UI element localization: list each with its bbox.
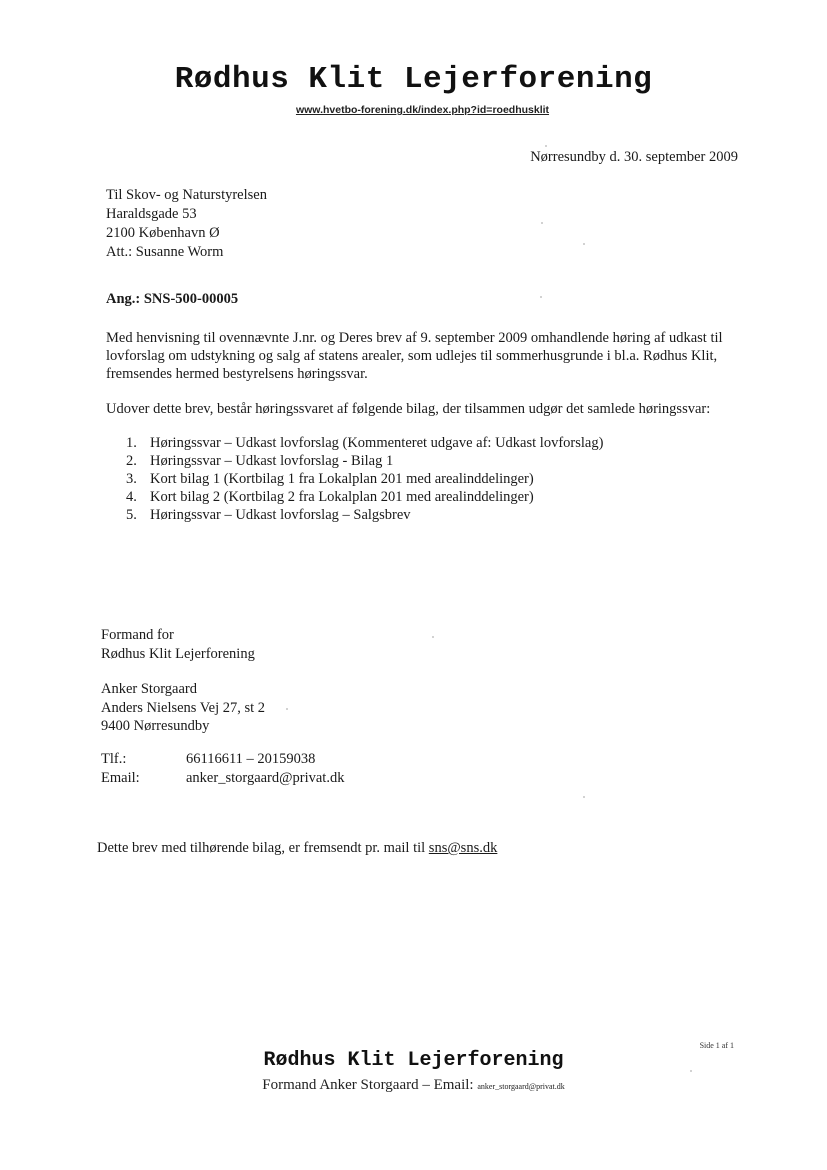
scan-speck <box>583 796 585 798</box>
recipient-address <box>106 186 267 262</box>
email-value[interactable]: anker_storgaard@privat.dk <box>186 769 345 786</box>
letterhead-link[interactable]: www.hvetbo-forening.dk/index.php?id=roedhusklit <box>295 104 550 116</box>
footer-title: Rødhus Klit Lejerforening <box>263 1049 564 1072</box>
attachment-list <box>126 434 603 524</box>
list-item-number: 5. <box>126 507 137 523</box>
signature-role-line: Rødhus Klit Lejerforening <box>101 645 255 662</box>
footer-email[interactable]: anker_storgaard@privat.dk <box>477 1082 565 1091</box>
signature-role-line: Formand for <box>101 627 174 643</box>
letter-date: Nørresundby d. 30. september 2009 <box>530 149 738 165</box>
list-item <box>126 434 603 452</box>
contact-details <box>101 750 344 787</box>
list-item-text: Høringssvar – Udkast lovforslag (Kommenteret udgave af: Udkast lovforslag) <box>150 435 604 451</box>
signature-street: Anders Nielsens Vej 27, st 2 <box>101 699 266 716</box>
signature-role <box>101 626 255 663</box>
signature-city: 9400 Nørresundby <box>101 718 210 734</box>
footer-contact <box>0 1077 827 1094</box>
list-item-text: Kort bilag 2 (Kortbilag 2 fra Lokalplan 201 med arealinddelinger) <box>150 489 534 505</box>
body-paragraph-attachments: Udover dette brev, består høringssvaret af følgende bilag, der tilsammen udgør det samlede høringssvar: <box>106 401 711 417</box>
phone-row <box>101 750 344 769</box>
email-row <box>101 769 344 788</box>
scan-speck <box>583 243 585 245</box>
list-item-text: Kort bilag 1 (Kortbilag 1 fra Lokalplan 201 med arealinddelinger) <box>150 471 534 487</box>
list-item <box>126 488 603 506</box>
scan-speck <box>540 296 542 298</box>
subject-line: Ang.: SNS-500-00005 <box>106 291 239 307</box>
recipient-line: Att.: Susanne Worm <box>106 244 224 260</box>
list-item-number: 1. <box>126 435 137 451</box>
recipient-line: Haraldsgade 53 <box>106 206 197 222</box>
scan-speck <box>541 222 543 224</box>
list-item-text: Høringssvar – Udkast lovforslag - Bilag 1 <box>150 453 394 469</box>
list-item <box>126 452 603 470</box>
recipient-line: 2100 København Ø <box>106 225 220 241</box>
list-item-number: 3. <box>126 471 137 487</box>
phone-label: Tlf.: <box>101 751 127 767</box>
scan-speck <box>545 145 547 147</box>
sent-note-mail-link[interactable]: sns@sns.dk <box>428 840 498 856</box>
page-number: Side 1 af 1 <box>699 1041 734 1050</box>
scan-speck <box>286 708 288 710</box>
signature-name: Anker Storgaard <box>101 681 197 697</box>
sent-note-text: Dette brev med tilhørende bilag, er fremsendt pr. mail til <box>97 840 426 856</box>
scan-speck <box>690 1070 692 1072</box>
list-item-text: Høringssvar – Udkast lovforslag – Salgsbrev <box>150 507 411 523</box>
email-label: Email: <box>101 769 140 786</box>
footer-contact-text: Formand Anker Storgaard – Email: <box>262 1077 474 1093</box>
signature-address <box>101 680 265 736</box>
list-item <box>126 470 603 488</box>
letterhead-title: Rødhus Klit Lejerforening <box>174 62 653 97</box>
list-item <box>126 506 603 524</box>
recipient-line: Til Skov- og Naturstyrelsen <box>106 187 267 203</box>
body-paragraph-intro: Med henvisning til ovennævnte J.nr. og Deres brev af 9. september 2009 omhandlende høring af udkast til lovforslag om udstykning og salg af statens arealer, som udlejes til sommerhusgrunde i bl.a. Rødhus Klit, fremsendes hermed bestyrelsens høringssvar. <box>106 330 723 382</box>
phone-value: 66116611 – 20159038 <box>186 751 316 767</box>
list-item-number: 4. <box>126 489 137 505</box>
sent-note <box>97 840 497 857</box>
scan-speck <box>432 636 434 638</box>
list-item-number: 2. <box>126 453 137 469</box>
